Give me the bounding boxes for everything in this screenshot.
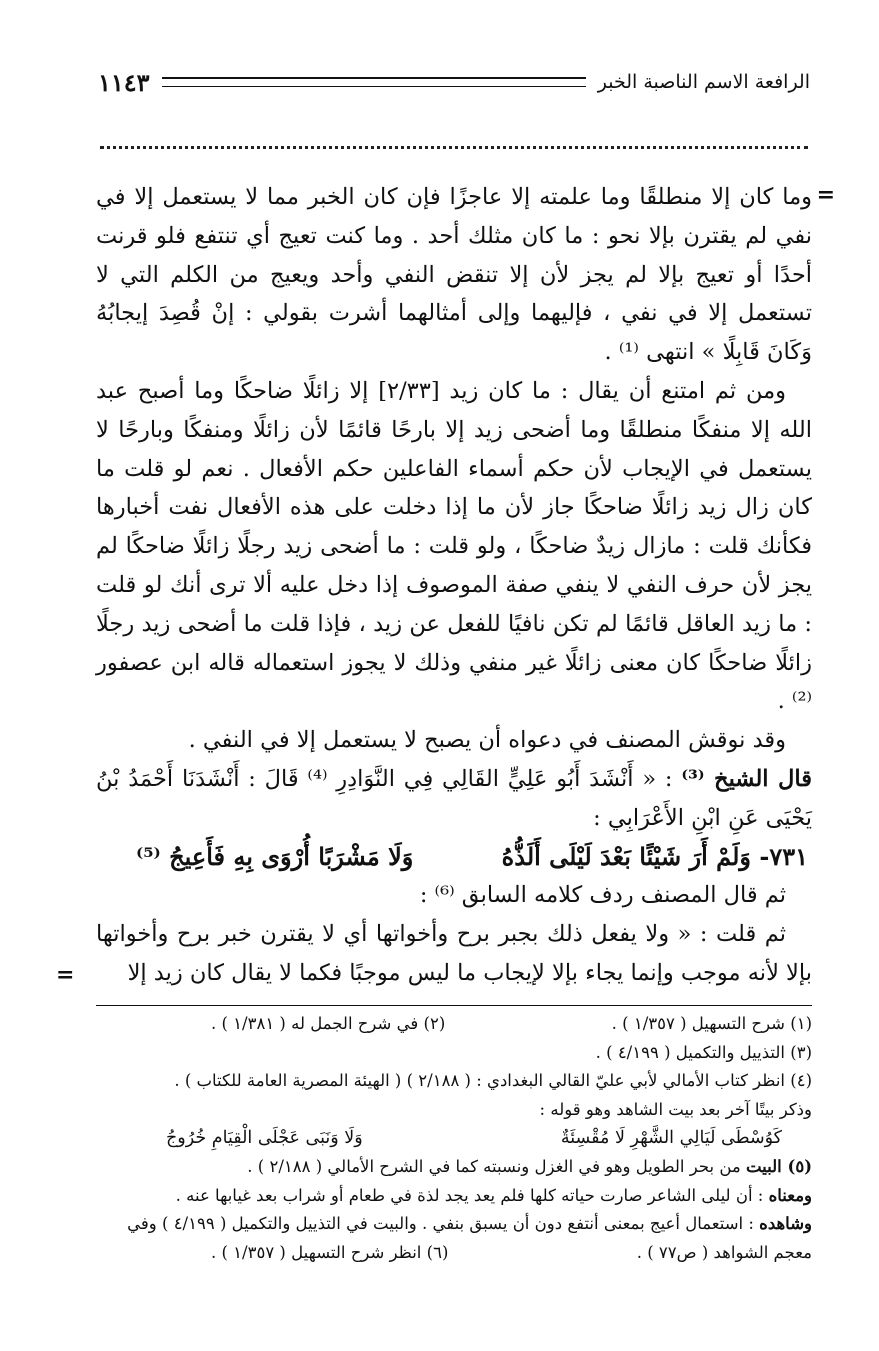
paragraph-1: وما كان إلا منطلقًا وما علمته إلا عاجزًا فإن كان الخبر مما لا يستعمل إلا في نفي لم يقترن بإلا نحو : ما كان مثلك أحد . وما كنت تعيج أي تنتفع فلو قرنت أحدًا أو تعيج بإلا لم يجز لأن إلا تنقض النفي وأحد ويعيج من الكلم التي لا تستعمل إلا في نفي ، فإليهما وإلى أمثالهما أشرت بقولي : إنْ قُصِدَ إيجابُهُ وَكَانَ قَابِلًا » انتهى ⁽¹⁾ . [96, 184, 812, 366]
paragraph-3: وقد نوقش المصنف في دعواه أن يصبح لا يستعمل إلا في النفي . [188, 727, 786, 754]
main-text [96, 178, 812, 993]
footnote-verse-first-half: كَوُسْطَى لَيَالِي الشَّهْرِ لَا مُقْسِئَةٌ [560, 1128, 782, 1149]
verse-second-half: وَلَا مَشْرَبًا أُرْوَى بِهِ فَأَعِيجُ ⁽⁵⁾ [136, 841, 414, 871]
footnote-3: (٣) التذييل والتكميل ( ٤/١٩٩ ) . [595, 1042, 812, 1062]
paragraph-4 [96, 760, 812, 838]
footnote-5-tail: معجم الشواهد ( ص٧٧ ) . [636, 1242, 812, 1262]
footnote-5-text: من بحر الطويل وهو في الغزل ونسبته كما في الشرح الأمالي ( ٢/١٨٨ ) . [247, 1156, 746, 1176]
continuation-mark-top: = [816, 182, 835, 208]
continuation-mark-bottom: = [56, 962, 75, 988]
footnote-verse-second-half: وَلَا وَنَبَى عَجْلَى الْقِيَامِ خُرُوجُ [166, 1128, 363, 1149]
footnotes [96, 1010, 812, 1267]
page-number: ١١٤٣ [98, 67, 150, 97]
verse-number: ٧٣١- [759, 841, 808, 871]
verse-731 [96, 838, 812, 877]
paragraph-5: ثم قال المصنف ردف كلامه السابق ⁽⁶⁾ : [419, 882, 786, 909]
verse-first-half: وَلَمْ أَرَ شَيْئًا بَعْدَ لَيْلَى أَلَذُّهُ [501, 841, 751, 871]
footnote-5-label: (٥) البيت [745, 1156, 812, 1176]
meaning-text: : أن ليلى الشاعر صارت حياته كلها فلم يعد يجد لذة في طعام أو شراب بعد غيابها عنه . [175, 1185, 769, 1205]
witness-text: : استعمال أعيج بمعنى أنتفع دون أن يسبق بنفي . والبيت في التذييل والتكميل ( ٤/١٩٩ ) وفي [127, 1214, 760, 1234]
dotted-separator [100, 146, 808, 153]
sheikh-label: قال الشيخ ⁽³⁾ [681, 765, 812, 792]
paragraph-6: ثم قلت : « ولا يفعل ذلك بجبر برح وأخواتها أي لا يقترن خبر برح وأخواتها بإلا لأنه موجب وإنما يجاء بإلا لإيجاب ما ليس موجبًا فكما لا يقال كان زيد إلا [96, 921, 812, 986]
footnote-row-last [96, 1239, 812, 1268]
page-header [98, 62, 810, 102]
footnote-separator [96, 1005, 812, 1006]
footnote-4-cont: وذكر بيتًا آخر بعد بيت الشاهد وهو قوله : [539, 1099, 812, 1119]
verse-hemistich-1 [502, 838, 808, 877]
footnote-2: (٢) في شرح الجمل له ( ١/٣٨١ ) . [211, 1014, 446, 1033]
footnote-6: (٦) انظر شرح التسهيل ( ١/٣٥٧ ) . [211, 1242, 449, 1262]
footnote-5 [96, 1153, 812, 1182]
footnote-5-meaning [96, 1182, 812, 1211]
witness-label: وشاهده [759, 1214, 812, 1234]
footnote-1: (١) شرح التسهيل ( ١/٣٥٧ ) . [611, 1014, 812, 1033]
running-title: الرافعة الاسم الناصبة الخبر [597, 71, 810, 93]
footnote-verse [96, 1124, 812, 1153]
paragraph-4-text: : « أَنْشَدَ أَبُو عَلِيٍّ القَالِي فِي النَّوَادِرِ ⁽⁴⁾ قَالَ : أَنْشَدَنَا أَحْمَدُ بْنُ يَحْيَى عَنِ ابْنِ الأَعْرَابِي : [96, 765, 812, 831]
paragraph-2: ومن ثم امتنع أن يقال : ما كان زيد [٢/٣٣] إلا زائلًا ضاحكًا وما أصبح عبد الله إلا منفكًا منطلقًا وما أضحى زيد إلا بارحًا قائمًا لأن زائلًا ومنفكًا وبارحًا لا يستعمل في الإيجاب لأن حكم أسماء الفاعلين حكم الأفعال . نعم لو قلت ما كان زال زيد زائلًا ضاحكًا جاز لأن ما إذا دخلت على هذه الأفعال نفت أخبارها فكأنك قلت : مازال زيدٌ ضاحكًا ، ولو قلت : ما أضحى زيد رجلًا زائلًا ضاحكًا لم يجز لأن حرف النفي لا ينفي صفة الموصوف إذا دخل عليه ألا ترى أنك لو قلت : ما زيد العاقل قائمًا لم تكن نافيًا للفعل عن زيد ، فإذا قلت ما أضحى زيد رجلًا زائلًا ضاحكًا كان معنى زائلًا غير منفي وذلك لا يجوز استعماله قاله ابن عصفور ⁽²⁾ . [96, 377, 812, 715]
footnote-5-witness [96, 1210, 812, 1239]
meaning-label: ومعناه [768, 1185, 812, 1205]
footnote-4: (٤) انظر كتاب الأمالي لأبي عليّ القالي البغدادي : ( ٢/١٨٨ ) ( الهيئة المصرية العامة للكتاب ) . [174, 1071, 812, 1091]
header-rule [162, 77, 586, 87]
footnote-row-1 [96, 1010, 812, 1039]
